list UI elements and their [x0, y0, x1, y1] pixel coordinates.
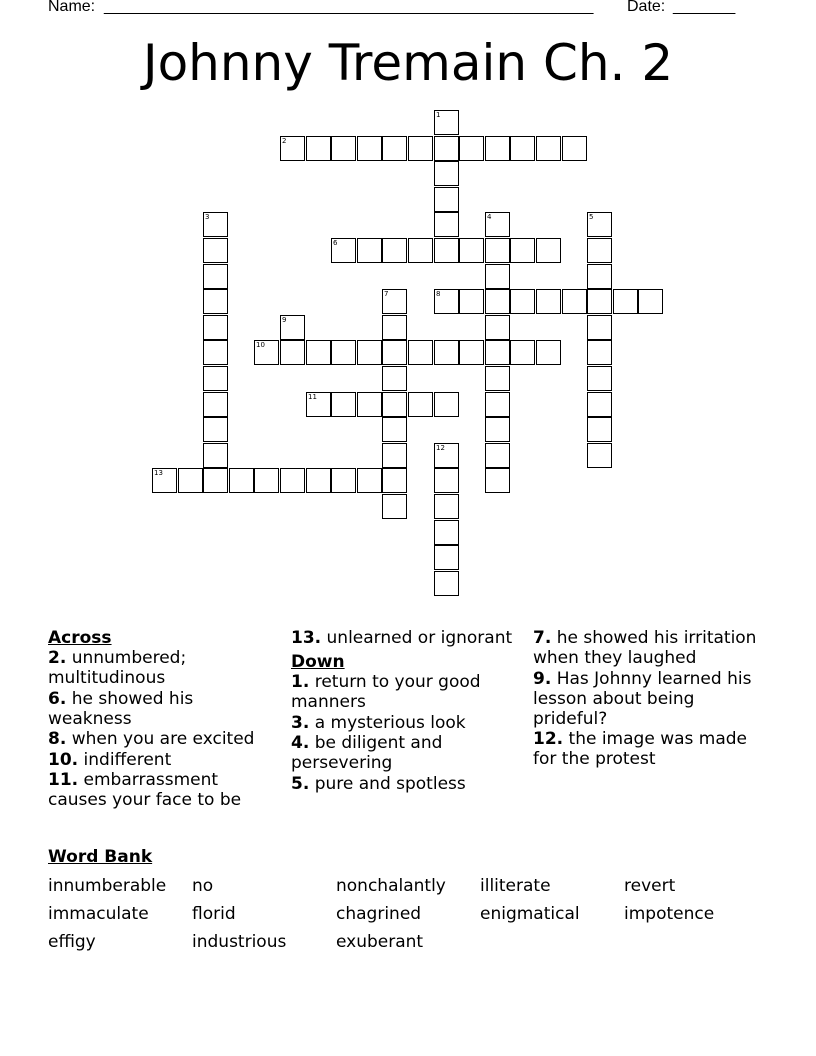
- crossword-cell[interactable]: [203, 417, 228, 442]
- clue-number: 13: [154, 469, 163, 477]
- across-clue-13: 13. unlearned or ignorant: [291, 628, 513, 648]
- crossword-cell[interactable]: [434, 187, 459, 212]
- down-clue-3: 3. a mysterious look: [291, 712, 466, 733]
- crossword-cell[interactable]: [306, 468, 331, 493]
- crossword-cell[interactable]: [485, 443, 510, 468]
- crossword-cell[interactable]: [306, 392, 331, 417]
- word-bank-item: exuberant: [336, 932, 424, 952]
- crossword-cell[interactable]: [331, 238, 356, 263]
- crossword-cell[interactable]: [536, 340, 561, 365]
- crossword-cell[interactable]: [434, 289, 459, 314]
- crossword-cell[interactable]: [536, 238, 561, 263]
- crossword-cell[interactable]: [434, 494, 459, 519]
- word-bank-item: innumberable: [48, 876, 167, 896]
- clue-number: 1: [436, 111, 441, 119]
- crossword-cell[interactable]: [382, 340, 407, 365]
- page-title: Johnny Tremain Ch. 2: [142, 34, 674, 92]
- crossword-cell[interactable]: [382, 494, 407, 519]
- crossword-cell[interactable]: [357, 238, 382, 263]
- date-label: Date:: [627, 0, 666, 15]
- crossword-cell[interactable]: [306, 136, 331, 161]
- word-bank-item: florid: [192, 904, 236, 924]
- crossword-cell[interactable]: [562, 289, 587, 314]
- clue-number: 12: [436, 444, 445, 452]
- crossword-cell[interactable]: [510, 238, 535, 263]
- crossword-cell[interactable]: [434, 136, 459, 161]
- word-bank-item: revert: [624, 876, 676, 896]
- across-clue-8: 8. when you are excited: [48, 729, 255, 749]
- crossword-cell[interactable]: [306, 340, 331, 365]
- down-clue-7: 7. he showed his irritation when they laughed: [533, 628, 757, 668]
- clue-number: 8: [436, 290, 441, 298]
- date-line[interactable]: _______: [673, 0, 736, 15]
- down-clue-12: 12. the image was made for the protest: [533, 729, 747, 769]
- crossword-cell[interactable]: [229, 468, 254, 493]
- clue-number: 9: [282, 316, 287, 324]
- crossword-cell[interactable]: [587, 392, 612, 417]
- crossword-cell[interactable]: [613, 289, 638, 314]
- crossword-cell[interactable]: [382, 417, 407, 442]
- crossword-cell[interactable]: [587, 289, 612, 314]
- crossword-cell[interactable]: [459, 340, 484, 365]
- crossword-cell[interactable]: [382, 289, 407, 314]
- across-clue-6: 6. he showed his weakness: [48, 688, 194, 729]
- crossword-cell[interactable]: [434, 238, 459, 263]
- crossword-cell[interactable]: [280, 340, 305, 365]
- crossword-cell[interactable]: [382, 136, 407, 161]
- word-bank-item: nonchalantly: [336, 876, 446, 896]
- crossword-cell[interactable]: [434, 110, 459, 135]
- crossword-cell[interactable]: [587, 366, 612, 391]
- crossword-cell[interactable]: [382, 392, 407, 417]
- crossword-cell[interactable]: [587, 315, 612, 340]
- crossword-cell[interactable]: [459, 289, 484, 314]
- crossword-cell[interactable]: [382, 443, 407, 468]
- crossword-cell[interactable]: [434, 443, 459, 468]
- crossword-cell[interactable]: [587, 443, 612, 468]
- crossword-cell[interactable]: [434, 520, 459, 545]
- clue-number: 11: [308, 393, 317, 401]
- crossword-cell[interactable]: [357, 340, 382, 365]
- word-bank-item: immaculate: [48, 904, 149, 924]
- crossword-cell[interactable]: [203, 289, 228, 314]
- clue-number: 4: [487, 213, 492, 221]
- crossword-cell[interactable]: [434, 545, 459, 570]
- down-clue-9: 9. Has Johnny learned his lesson about being prideful?: [533, 668, 752, 729]
- crossword-cell[interactable]: [408, 136, 433, 161]
- word-bank-item: effigy: [48, 932, 96, 952]
- word-bank-item: industrious: [192, 932, 287, 952]
- crossword-cell[interactable]: [587, 238, 612, 263]
- across-clue-11: 11. embarrassment causes your face to be: [48, 770, 242, 810]
- crossword-cell[interactable]: [203, 443, 228, 468]
- clue-number: 7: [384, 290, 389, 298]
- crossword-cell[interactable]: [382, 315, 407, 340]
- crossword-cell[interactable]: [434, 340, 459, 365]
- crossword-cell[interactable]: [485, 417, 510, 442]
- crossword-cell[interactable]: [408, 238, 433, 263]
- clue-number: 5: [589, 213, 594, 221]
- crossword-cell[interactable]: [331, 340, 356, 365]
- crossword-cell[interactable]: [408, 392, 433, 417]
- crossword-cell[interactable]: [485, 366, 510, 391]
- clue-number: 6: [333, 239, 338, 247]
- crossword-cell[interactable]: [382, 366, 407, 391]
- down-clue-4: 4. be diligent and persevering: [291, 733, 443, 773]
- clues-column-1: [48, 628, 276, 811]
- crossword-cell[interactable]: [331, 468, 356, 493]
- crossword-cell[interactable]: [254, 468, 279, 493]
- crossword-cell[interactable]: [178, 468, 203, 493]
- crossword-cell[interactable]: [459, 238, 484, 263]
- crossword-cell[interactable]: [280, 136, 305, 161]
- crossword-cell[interactable]: [382, 468, 407, 493]
- crossword-cell[interactable]: [638, 289, 663, 314]
- clues-column-2: [291, 628, 519, 794]
- crossword-cell[interactable]: [510, 136, 535, 161]
- crossword-cell[interactable]: [203, 264, 228, 289]
- crossword-cell[interactable]: [434, 392, 459, 417]
- crossword-cell[interactable]: [152, 468, 177, 493]
- crossword-cell[interactable]: [485, 136, 510, 161]
- crossword-cell[interactable]: [587, 264, 612, 289]
- crossword-cell[interactable]: [485, 238, 510, 263]
- down-clue-5: 5. pure and spotless: [291, 773, 466, 794]
- crossword-cell[interactable]: [434, 468, 459, 493]
- crossword-cell[interactable]: [203, 392, 228, 417]
- crossword-cell[interactable]: [587, 417, 612, 442]
- crossword-cell[interactable]: [587, 340, 612, 365]
- word-bank-item: impotence: [624, 904, 715, 924]
- crossword-cell[interactable]: [203, 340, 228, 365]
- crossword-cell[interactable]: [536, 289, 561, 314]
- crossword-cell[interactable]: [510, 289, 535, 314]
- word-bank-item: no: [192, 876, 214, 896]
- name-line[interactable]: _______________________________________________________: [104, 0, 594, 15]
- crossword-cell[interactable]: [562, 136, 587, 161]
- crossword-cell[interactable]: [280, 315, 305, 340]
- crossword-cell[interactable]: [280, 468, 305, 493]
- name-label: Name:: [48, 0, 96, 15]
- word-bank-heading: Word Bank: [48, 847, 153, 867]
- crossword-cell[interactable]: [536, 136, 561, 161]
- crossword-cell[interactable]: [434, 212, 459, 237]
- crossword-cell[interactable]: [434, 161, 459, 186]
- crossword-cell[interactable]: [459, 136, 484, 161]
- down-heading: Down: [291, 652, 345, 672]
- across-heading: Across: [48, 628, 112, 648]
- crossword-cell[interactable]: [485, 315, 510, 340]
- crossword-cell[interactable]: [485, 392, 510, 417]
- word-bank-item: illiterate: [480, 876, 551, 896]
- clue-number: 3: [205, 213, 210, 221]
- clue-number: 10: [256, 341, 265, 349]
- crossword-cell[interactable]: [331, 136, 356, 161]
- word-bank-item: enigmatical: [480, 904, 580, 924]
- crossword-cell[interactable]: [485, 468, 510, 493]
- crossword-cell[interactable]: [203, 468, 228, 493]
- crossword-cell[interactable]: [357, 136, 382, 161]
- crossword-cell[interactable]: [203, 366, 228, 391]
- crossword-cell[interactable]: [357, 468, 382, 493]
- across-clue-2: 2. unnumbered; multitudinous: [48, 648, 187, 688]
- crossword-cell[interactable]: [382, 238, 407, 263]
- crossword-cell[interactable]: [485, 340, 510, 365]
- crossword-cell[interactable]: [434, 571, 459, 596]
- crossword-cell[interactable]: [357, 392, 382, 417]
- down-clue-1: 1. return to your good manners: [291, 672, 481, 712]
- crossword-cell[interactable]: [203, 315, 228, 340]
- crossword-cell[interactable]: [331, 392, 356, 417]
- word-bank-item: chagrined: [336, 904, 422, 924]
- crossword-cell[interactable]: [485, 264, 510, 289]
- crossword-cell[interactable]: [485, 212, 510, 237]
- crossword-cell[interactable]: [485, 289, 510, 314]
- crossword-cell[interactable]: [510, 340, 535, 365]
- crossword-cell[interactable]: [587, 212, 612, 237]
- clue-number: 2: [282, 137, 287, 145]
- crossword-cell[interactable]: [203, 238, 228, 263]
- across-clue-10: 10. indifferent: [48, 749, 172, 770]
- crossword-cell[interactable]: [254, 340, 279, 365]
- crossword-cell[interactable]: [203, 212, 228, 237]
- clues-column-3: [533, 628, 765, 770]
- crossword-cell[interactable]: [408, 340, 433, 365]
